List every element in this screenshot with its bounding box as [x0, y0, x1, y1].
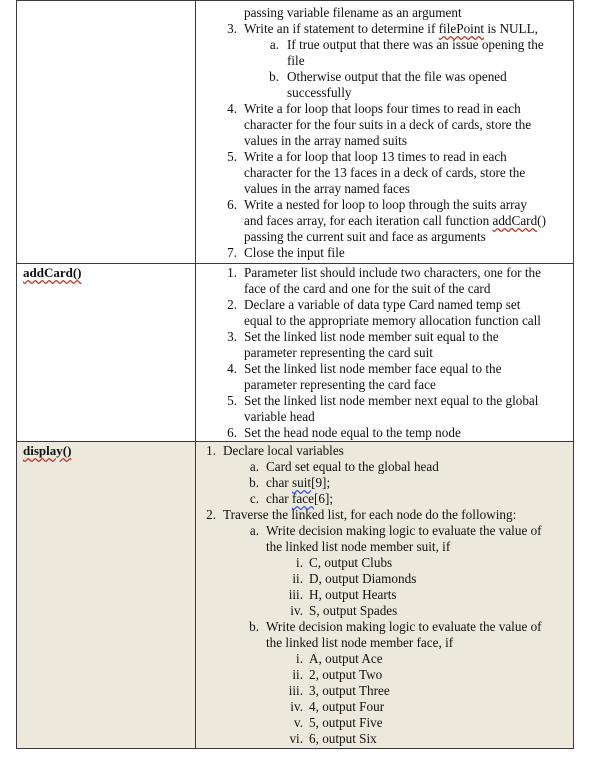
list-text: character for the four suits in a deck of cards, store the [244, 117, 532, 132]
list-text: Close the input file [244, 245, 345, 260]
list-marker: 2. [227, 297, 237, 312]
list-text: Traverse the linked list, for each node do the following: [223, 507, 517, 522]
list-marker: a. [269, 37, 279, 52]
list-text: Write a for loop that loop 13 times to read in each [244, 149, 507, 164]
list-text: Parameter list should include two characters, one for the [244, 265, 541, 280]
list-text: Write decision making logic to evaluate the value of [266, 619, 542, 634]
list-text: parameter representing the card suit [244, 345, 433, 360]
list-marker: 2. [206, 507, 216, 522]
list-marker: 5. [227, 393, 237, 408]
requirements-table [16, 0, 574, 749]
list-marker: 6. [227, 425, 237, 440]
list-text: 2, output Two [309, 667, 383, 682]
table-border [16, 263, 574, 264]
list-marker: v. [293, 715, 303, 730]
list-text: Write an if statement to determine if filePoint is NULL, [244, 21, 538, 36]
list-text: C, output Clubs [309, 555, 393, 570]
list-text: 6, output Six [309, 731, 377, 746]
list-marker: a. [249, 459, 259, 474]
list-text: 4, output Four [309, 699, 385, 714]
list-text: the linked list node member suit, if [266, 539, 451, 554]
list-text: char face[6]; [266, 491, 333, 506]
list-text: A, output Ace [309, 651, 383, 666]
list-text: S, output Spades [309, 603, 398, 618]
list-text: values in the array named faces [244, 181, 410, 196]
list-marker: 1. [206, 443, 216, 458]
list-text: Write a nested for loop to loop through the suits array [244, 197, 527, 212]
list-marker: iii. [288, 683, 303, 698]
function-name: display() [23, 443, 72, 458]
list-marker: ii. [292, 571, 303, 586]
list-marker: i. [296, 651, 303, 666]
list-marker: 3. [227, 329, 237, 344]
list-marker: iv. [290, 699, 303, 714]
list-text: Declare local variables [223, 443, 344, 458]
list-text: variable head [244, 409, 315, 424]
list-text: Set the head node equal to the temp node [244, 425, 461, 440]
table-border [16, 0, 574, 1]
list-text: 3, output Three [309, 683, 390, 698]
list-marker: b. [269, 69, 279, 84]
table-row [16, 441, 574, 749]
list-text: file [287, 53, 305, 68]
list-marker: 1. [227, 265, 237, 280]
list-text: Write decision making logic to evaluate the value of [266, 523, 542, 538]
list-text: D, output Diamonds [309, 571, 417, 586]
list-marker: b. [249, 475, 259, 490]
list-marker: 4. [227, 361, 237, 376]
list-marker: iii. [288, 587, 303, 602]
list-marker: 7. [227, 245, 237, 260]
list-text: Declare a variable of data type Card named temp set [244, 297, 521, 312]
list-marker: iv. [290, 603, 303, 618]
list-text: equal to the appropriate memory allocation function call [244, 313, 541, 328]
list-marker: i. [296, 555, 303, 570]
list-text: Otherwise output that the file was opened [287, 69, 507, 84]
column-divider [195, 0, 196, 749]
list-marker: b. [249, 619, 259, 634]
list-marker: a. [249, 523, 259, 538]
list-text: Card set equal to the global head [266, 459, 439, 474]
list-text: values in the array named suits [244, 133, 407, 148]
table-row [16, 0, 574, 263]
list-marker: 6. [227, 197, 237, 212]
table-border [16, 441, 574, 442]
table-border [16, 748, 574, 749]
list-text: character for the 13 faces in a deck of cards, store the [244, 165, 526, 180]
list-text: the linked list node member face, if [266, 635, 454, 650]
list-text: Set the linked list node member face equal to the [244, 361, 502, 376]
list-marker: vi. [289, 731, 303, 746]
list-text: Set the linked list node member suit equal to the [244, 329, 499, 344]
list-text: H, output Hearts [309, 587, 397, 602]
list-text: successfully [287, 85, 352, 100]
list-text: If true output that there was an issue opening the [287, 37, 544, 52]
list-marker: c. [249, 491, 259, 506]
list-marker: 4. [227, 101, 237, 116]
list-marker: 5. [227, 149, 237, 164]
function-name: addCard() [23, 265, 82, 280]
list-marker: 3. [227, 21, 237, 36]
list-text: Set the linked list node member next equal to the global [244, 393, 539, 408]
list-text: passing the current suit and face as arguments [244, 229, 486, 244]
list-text: face of the card and one for the suit of the card [244, 281, 491, 296]
list-text: 5, output Five [309, 715, 383, 730]
list-text: passing variable filename as an argument [244, 5, 462, 20]
list-text: parameter representing the card face [244, 377, 436, 392]
list-text: and faces array, for each iteration call function addCard() [244, 213, 546, 228]
list-marker: ii. [292, 667, 303, 682]
table-row [16, 263, 574, 441]
list-text: char suit[9]; [266, 475, 331, 490]
list-text: Write a for loop that loops four times to read in each [244, 101, 521, 116]
